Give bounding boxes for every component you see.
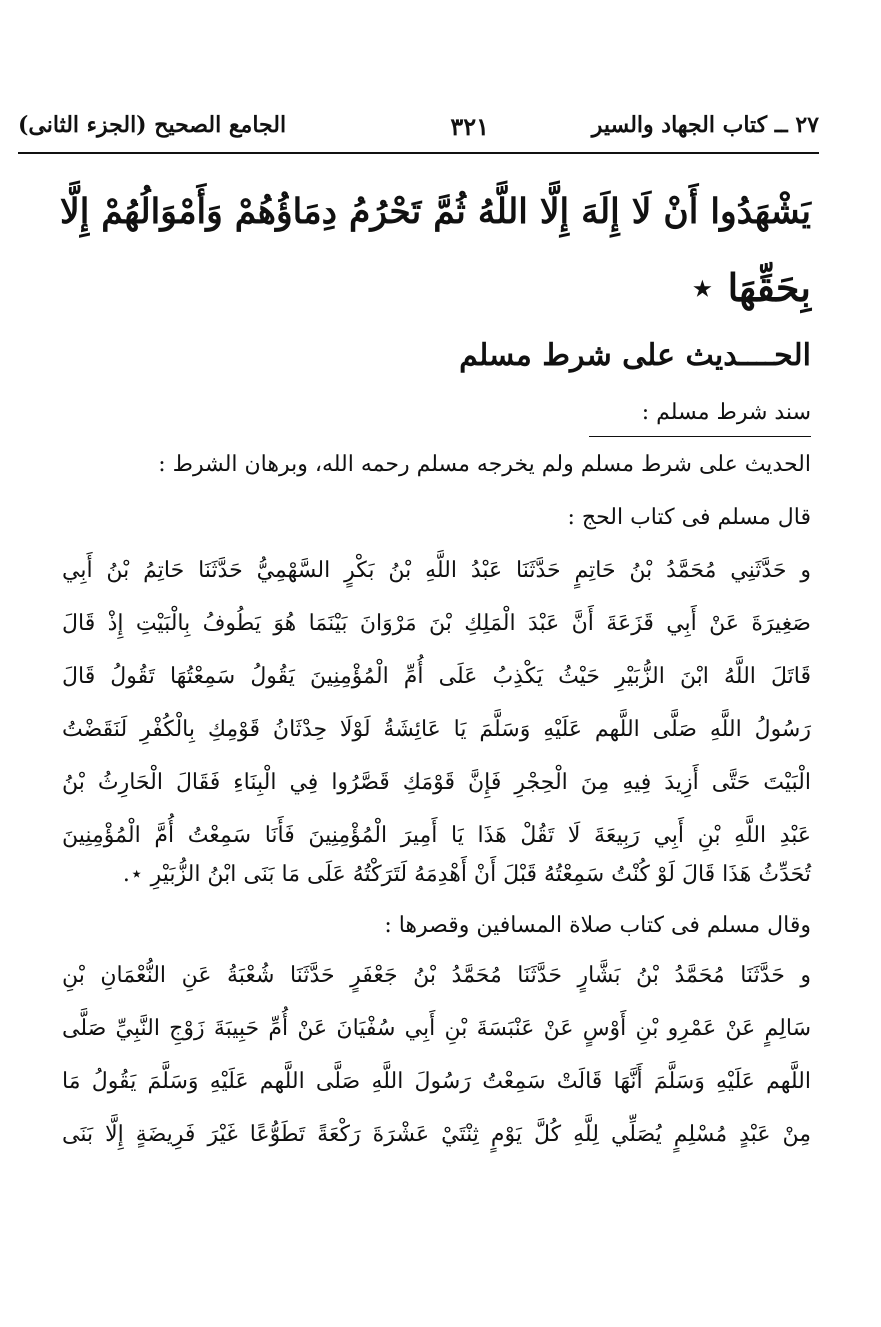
running-header (18, 106, 819, 146)
subsection-title: سند شرط مسلم : (641, 400, 811, 425)
section-title: الحــــديث على شرط مسلم (459, 338, 811, 373)
hadith1-line: و حَدَّثَنِي مُحَمَّدُ بْنُ حَاتِمٍ حَدَّثَنَا عَبْدُ اللَّهِ بْنُ بَكْرٍ السَّهْمِيُّ حَدَّثَنَا حَاتِمُ بْنُ أَبِي (62, 558, 811, 583)
hadith1-line: قَاتَلَ اللَّهُ ابْنَ الزُّبَيْرِ حَيْثُ يَكْذِبُ عَلَى أُمِّ الْمُؤْمِنِينَ يَقُولُ سَمِعْتُهَا تَقُولُ قَالَ (62, 664, 811, 689)
verse-line-2: بِحَقِّهَا ⋆ (690, 265, 811, 310)
hadith1-line: الْبَيْتَ حَتَّى أَزِيدَ فِيهِ مِنَ الْحِجْرِ فَإِنَّ قَوْمَكِ قَصَّرُوا فِي الْبِنَاءِ فَقَالَ الْحَارِثُ بْنُ (62, 770, 811, 795)
hadith1-line: صَغِيرَةَ عَنْ أَبِي قَزَعَةَ أَنَّ عَبْدَ الْمَلِكِ بْنَ مَرْوَانَ بَيْنَمَا هُوَ يَطُوفُ بِالْبَيْتِ إِذْ قَالَ (62, 611, 811, 636)
verse-line-1: يَشْهَدُوا أَنْ لَا إِلَهَ إِلَّا اللَّهُ ثُمَّ تَحْرُمُ دِمَاؤُهُمْ وَأَمْوَالُهُمْ إِلَّا (60, 192, 811, 232)
hadith1-line: عَبْدِ اللَّهِ بْنِ أَبِي رَبِيعَةَ لَا تَقُلْ هَذَا يَا أَمِيرَ الْمُؤْمِنِينَ فَأَنَا سَمِعْتُ أُمَّ الْمُؤْمِنِينَ (62, 823, 811, 848)
intro-text: الحديث على شرط مسلم ولم يخرجه مسلم رحمه الله، وبرهان الشرط : (158, 452, 811, 477)
hadith2-line: مِنْ عَبْدٍ مُسْلِمٍ يُصَلِّي لِلَّهِ كُلَّ يَوْمٍ ثِنْتَيْ عَشْرَةَ رَكْعَةً تَطَوُّعًا غَيْرَ فَرِيضَةٍ إِلَّا بَنَى (62, 1122, 811, 1147)
hadith1-line: رَسُولُ اللَّهِ صَلَّى اللَّهم عَلَيْهِ وَسَلَّمَ يَا عَائِشَةُ لَوْلَا حِدْثَانُ قَوْمِكِ بِالْكُفْرِ لَنَقَضْتُ (62, 717, 811, 742)
salat-intro-text: وقال مسلم فى كتاب صلاة المسافين وقصرها : (384, 913, 811, 938)
hajj-intro-text: قال مسلم فى كتاب الحج : (567, 505, 811, 530)
header-rule (18, 152, 819, 154)
hadith2-line: اللَّهم عَلَيْهِ وَسَلَّمَ أَنَّهَا قَالَتْ سَمِعْتُ رَسُولَ اللَّهِ صَلَّى اللَّهم عَلَيْهِ وَسَلَّمَ يَقُولُ مَا (62, 1069, 811, 1094)
page-number: ٣٢١ (450, 112, 489, 141)
book-title: الجامع الصحيح (الجزء الثانى) (18, 112, 287, 138)
hadith2-line: سَالِمٍ عَنْ عَمْرِو بْنِ أَوْسٍ عَنْ عَنْبَسَةَ بْنِ أَبِي سُفْيَانَ عَنْ أُمِّ حَبِيبَةَ زَوْجِ النَّبِيِّ صَلَّى (62, 1016, 811, 1041)
hadith2-line: و حَدَّثَنَا مُحَمَّدُ بْنُ بَشَّارٍ حَدَّثَنَا مُحَمَّدُ بْنُ جَعْفَرٍ حَدَّثَنَا شُعْبَةُ عَنِ النُّعْمَانِ بْنِ (62, 963, 811, 988)
chapter-title: ٢٧ ــ كتاب الجهاد والسير (591, 112, 819, 138)
hadith1-line: تُحَدِّثُ هَذَا قَالَ لَوْ كُنْتُ سَمِعْتُهُ قَبْلَ أَنْ أَهْدِمَهُ لَتَرَكْتُهُ عَلَى مَا بَنَى ابْنُ الزُّبَيْرِ ⋆. (122, 862, 811, 887)
subsection-underline (589, 436, 811, 437)
